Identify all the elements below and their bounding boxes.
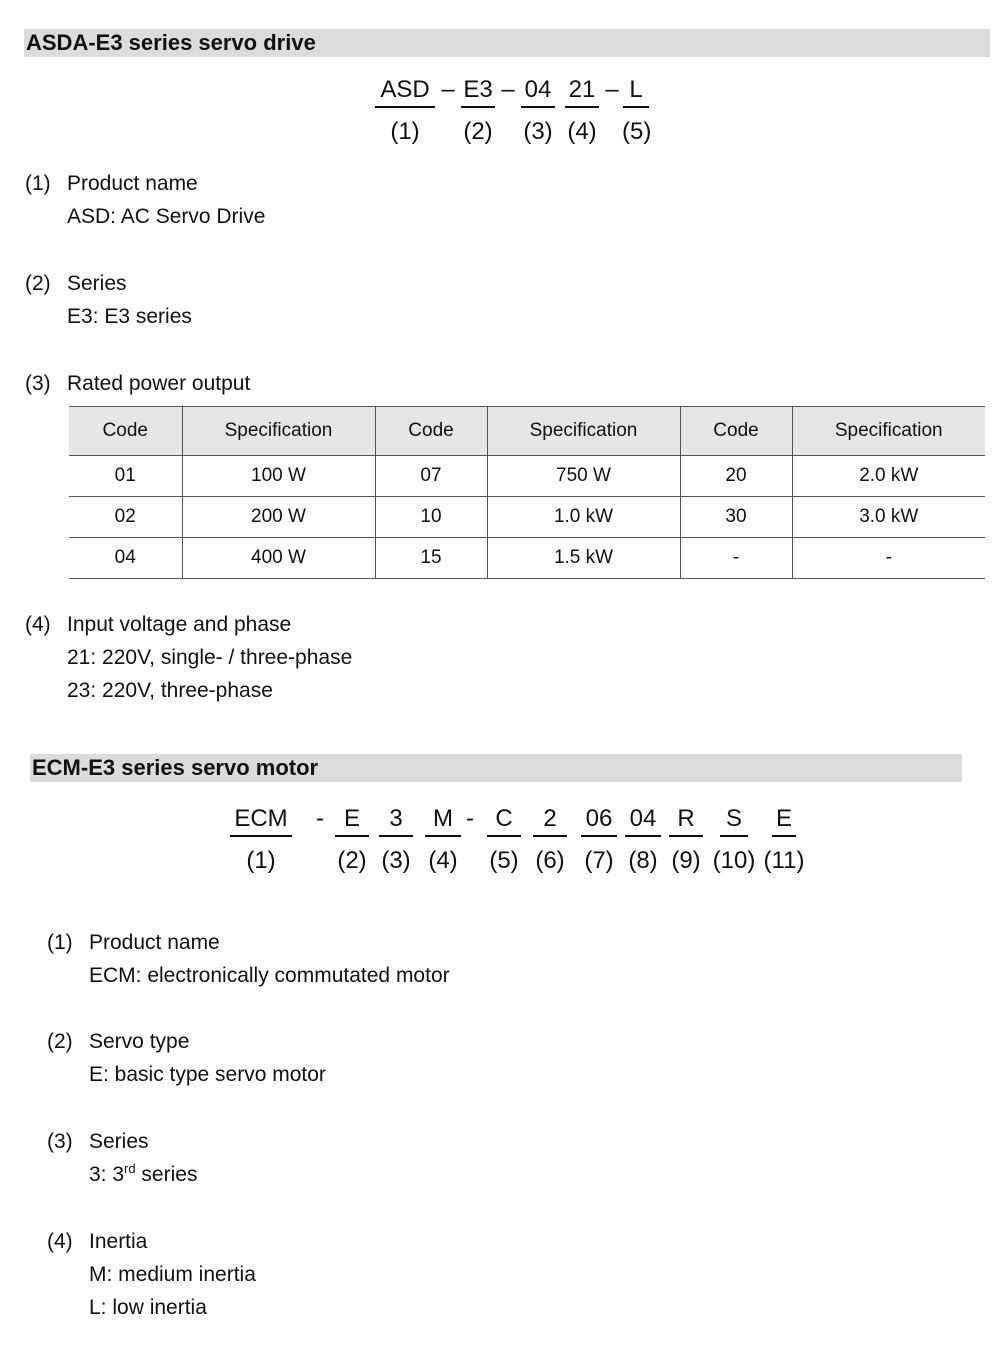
code-separator: – <box>501 76 515 103</box>
code-segment-number: (8) <box>628 847 658 874</box>
drive-section-title: ASDA-E3 series servo drive <box>24 29 990 57</box>
motor-item-servo-type <box>47 1025 326 1091</box>
code-segment-number: (10) <box>712 847 756 874</box>
item-title: Series <box>67 272 127 295</box>
item-title: Series <box>89 1130 149 1153</box>
code-segment-text: ECM <box>234 805 288 832</box>
code-segment-text: 3 <box>389 805 403 832</box>
code-segment-number: (3) <box>381 847 411 874</box>
table-cell: 07 <box>375 456 487 497</box>
item-number: (4) <box>25 613 51 636</box>
code-segment <box>564 74 600 146</box>
code-segment <box>532 803 568 875</box>
drive-item-rated-power <box>25 367 250 400</box>
code-separator: - <box>316 805 324 832</box>
table-cell: 100 W <box>182 456 375 497</box>
table-cell: 1.0 kW <box>487 497 680 538</box>
code-segment-text: E <box>343 805 360 832</box>
table-cell: 1.5 kW <box>487 538 680 579</box>
code-segment-number: (1) <box>390 118 420 145</box>
table-header-cell: Specification <box>182 407 375 456</box>
item-title: Rated power output <box>67 372 251 395</box>
code-segment-number: (4) <box>567 118 597 145</box>
table-cell: 02 <box>69 497 182 538</box>
code-segment-text: 2 <box>543 805 557 832</box>
item-title: Product name <box>67 172 198 195</box>
item-number: (3) <box>25 372 51 395</box>
motor-section-title: ECM-E3 series servo motor <box>30 754 962 782</box>
table-row <box>69 497 985 538</box>
item-line: 23: 220V, three-phase <box>67 679 273 702</box>
code-segment-number: (5) <box>622 118 652 145</box>
item-line: L: low inertia <box>89 1296 207 1319</box>
table-cell: 20 <box>680 456 792 497</box>
code-segment <box>710 803 758 875</box>
code-segment-text: L <box>629 76 643 103</box>
code-segment-text: E3 <box>463 76 493 103</box>
code-segment <box>520 74 556 146</box>
table-cell: 750 W <box>487 456 680 497</box>
code-segment <box>580 803 618 875</box>
code-segment <box>486 803 522 875</box>
motor-item-series <box>47 1125 197 1191</box>
drive-item-input-voltage <box>25 608 352 707</box>
code-segment-number: (5) <box>489 847 519 874</box>
code-segment <box>622 74 650 146</box>
code-segment-text: R <box>677 805 695 832</box>
motor-item-product-name <box>47 926 450 992</box>
code-segment-text: 04 <box>629 805 657 832</box>
item-title: Servo type <box>89 1030 190 1053</box>
motor-model-code <box>0 803 1000 883</box>
code-separator: – <box>605 76 619 103</box>
table-cell: 200 W <box>182 497 375 538</box>
item-line: E3: E3 series <box>67 305 192 328</box>
series-prefix: 3: 3 <box>89 1163 125 1186</box>
item-number: (2) <box>47 1030 73 1053</box>
code-segment-number: (11) <box>763 847 805 874</box>
item-line: E: basic type servo motor <box>89 1063 326 1086</box>
code-segment <box>760 803 808 875</box>
code-separator: - <box>466 805 474 832</box>
code-segment-number: (2) <box>337 847 367 874</box>
item-number: (3) <box>47 1130 73 1153</box>
code-segment-text: ASD <box>380 76 430 103</box>
item-line: ECM: electronically commutated motor <box>89 964 450 987</box>
table-cell: 30 <box>680 497 792 538</box>
item-title: Product name <box>89 931 220 954</box>
item-line: M: medium inertia <box>89 1263 256 1286</box>
code-segment <box>668 803 704 875</box>
table-cell: 2.0 kW <box>792 456 985 497</box>
table-header-cell: Specification <box>487 407 680 456</box>
drive-item-series <box>25 267 192 333</box>
code-segment-number: (4) <box>428 847 458 874</box>
code-segment-text: S <box>725 805 742 832</box>
code-segment-text: M <box>433 805 453 832</box>
code-segment-number: (2) <box>463 118 493 145</box>
code-segment-number: (9) <box>671 847 701 874</box>
code-segment-text: 06 <box>585 805 613 832</box>
item-number: (1) <box>47 931 73 954</box>
item-number: (2) <box>25 272 51 295</box>
code-segment <box>374 74 436 146</box>
table-cell: 01 <box>69 456 182 497</box>
table-header-cell: Code <box>375 407 487 456</box>
code-segment-text: 21 <box>568 76 596 103</box>
table-cell: 15 <box>375 538 487 579</box>
code-segment-text: 04 <box>524 76 552 103</box>
series-suffix: series <box>135 1163 198 1186</box>
item-title: Input voltage and phase <box>67 613 292 636</box>
table-row <box>69 538 985 579</box>
table-header-row <box>69 407 985 456</box>
code-segment <box>378 803 414 875</box>
drive-item-product-name <box>25 167 265 233</box>
code-segment-number: (6) <box>535 847 565 874</box>
code-separator: – <box>441 76 455 103</box>
item-number: (1) <box>25 172 51 195</box>
ordinal-suffix: rd <box>124 1161 136 1176</box>
table-row <box>69 456 985 497</box>
item-number: (4) <box>47 1230 73 1253</box>
item-line: 21: 220V, single- / three-phase <box>67 646 353 669</box>
code-segment <box>460 74 496 146</box>
table-cell: 04 <box>69 538 182 579</box>
motor-item-inertia <box>47 1225 256 1324</box>
code-segment <box>424 803 462 875</box>
code-segment <box>229 803 293 875</box>
table-header-cell: Specification <box>792 407 985 456</box>
code-segment <box>624 803 662 875</box>
code-segment-text: C <box>495 805 513 832</box>
rated-power-table <box>69 406 985 579</box>
code-segment <box>334 803 370 875</box>
table-cell: 400 W <box>182 538 375 579</box>
item-title: Inertia <box>89 1230 148 1253</box>
item-line: ASD: AC Servo Drive <box>67 205 266 228</box>
code-segment-number: (7) <box>584 847 614 874</box>
code-segment-number: (1) <box>246 847 276 874</box>
table-cell: 3.0 kW <box>792 497 985 538</box>
code-segment-number: (3) <box>523 118 553 145</box>
drive-model-code <box>0 74 1000 154</box>
code-segment-text: E <box>775 805 792 832</box>
table-cell: - <box>792 538 985 579</box>
item-line <box>47 1158 197 1191</box>
table-header-cell: Code <box>680 407 792 456</box>
table-header-cell: Code <box>69 407 182 456</box>
table-cell: 10 <box>375 497 487 538</box>
table-cell: - <box>680 538 792 579</box>
